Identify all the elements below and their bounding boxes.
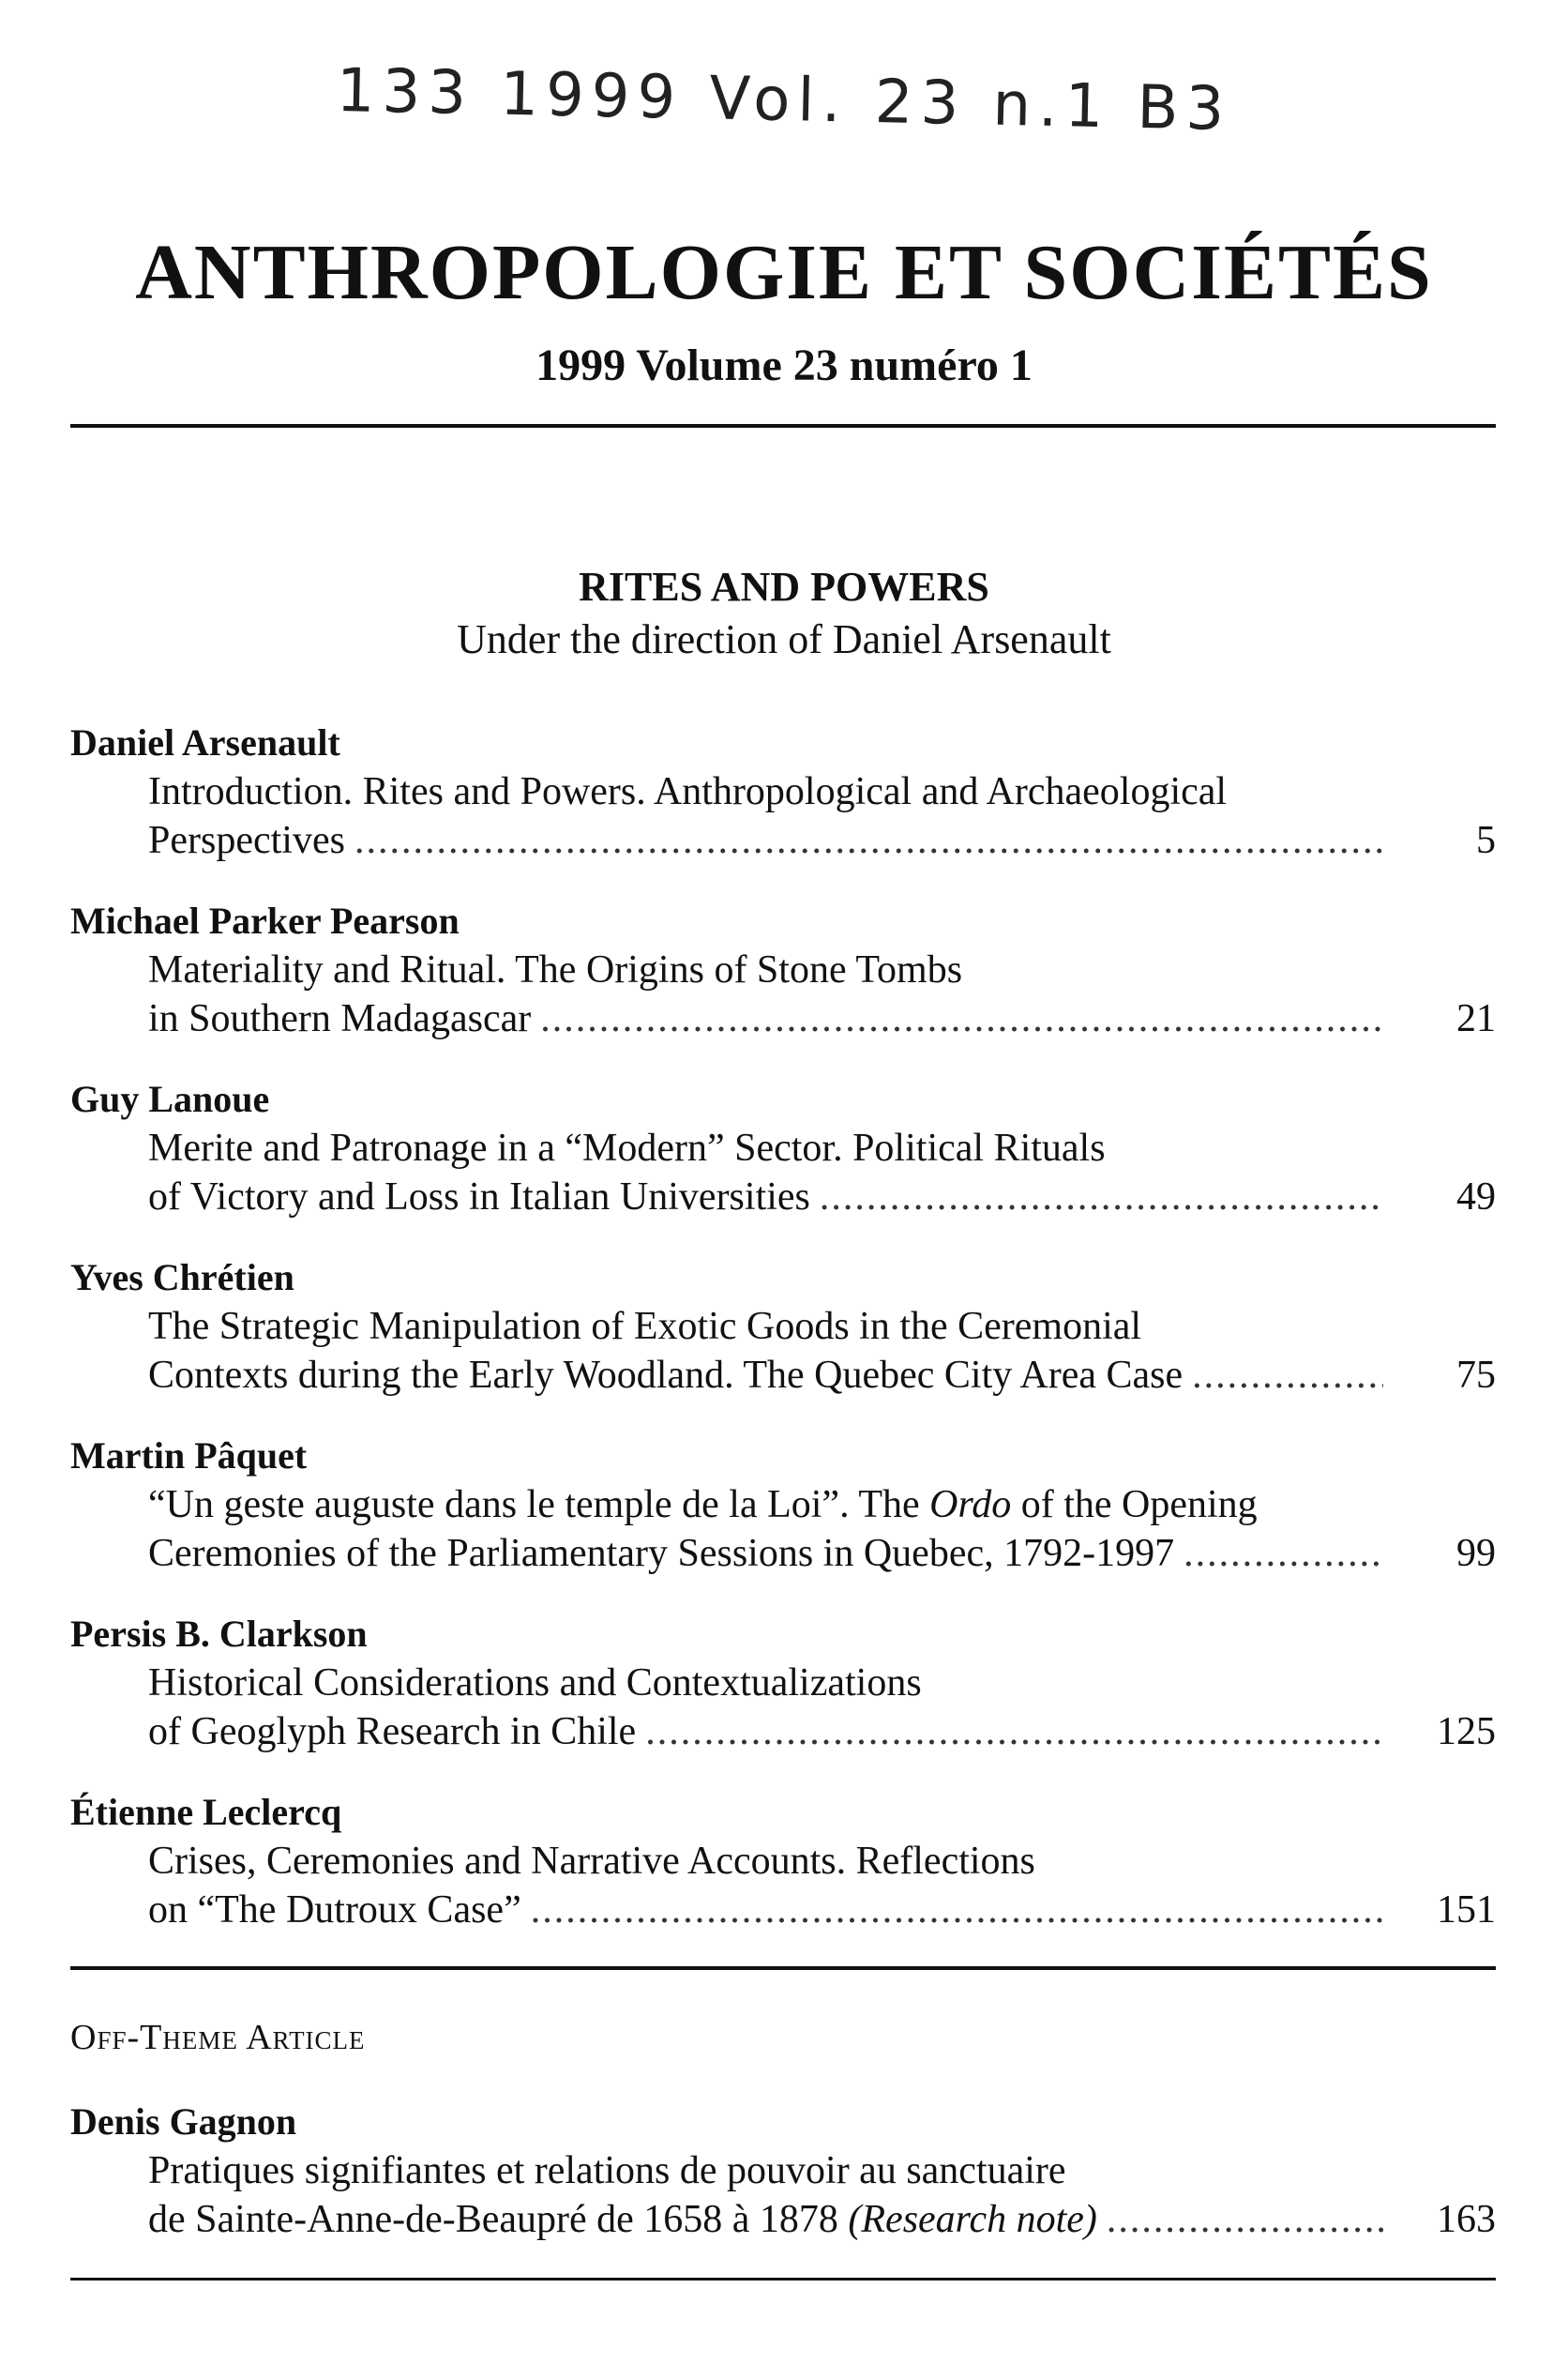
entry-title-line: Crises, Ceremonies and Narrative Accounts. Reflections — [148, 1840, 1035, 1883]
dot-leader — [1192, 1351, 1383, 1400]
entry-title-last-line — [148, 994, 1496, 1043]
entry-title-line: Introduction. Rites and Powers. Anthropological and Archaeological — [148, 770, 1228, 813]
entry-title-text: “Un geste auguste dans le temple de la Loi”. The — [148, 1483, 930, 1526]
entry-title-line: The Strategic Manipulation of Exotic Goods in the Ceremonial — [148, 1305, 1142, 1348]
top-rule — [70, 424, 1496, 428]
entry-author: Martin Pâquet — [70, 1434, 308, 1477]
journal-title: ANTHROPOLOGIE ET SOCIÉTÉS — [135, 229, 1433, 316]
dot-leader — [1184, 1529, 1383, 1578]
dot-leader — [354, 816, 1383, 865]
entry-title-last-line — [148, 2195, 1496, 2244]
entry-title-text — [148, 2195, 1097, 2244]
entry-title-text: of Victory and Loss in Italian Universities — [148, 1175, 810, 1219]
entry-title-last-line — [148, 1886, 1496, 1934]
dot-leader — [540, 994, 1383, 1043]
entry-title-line: Merite and Patronage in a “Modern” Sector. Political Rituals — [148, 1127, 1106, 1170]
entry-page-number: 99 — [1456, 1532, 1496, 1575]
toc-entry — [70, 897, 1496, 1043]
entry-title-text: of Geoglyph Research in Chile — [148, 1710, 637, 1753]
entry-title-line: Historical Considerations and Contextualizations — [148, 1661, 922, 1705]
entry-page-number: 125 — [1437, 1710, 1496, 1753]
research-note-tag: (Research note) — [848, 2198, 1097, 2241]
entry-title-line: Materiality and Ritual. The Origins of Stone Tombs — [148, 948, 963, 992]
off-theme-section-label: Off-Theme Article — [70, 2018, 366, 2057]
toc-entry — [70, 1610, 1496, 1756]
entry-title-line — [148, 1480, 1496, 1529]
entry-title-italic: Ordo — [929, 1483, 1012, 1526]
entry-title-last-line — [148, 1351, 1496, 1400]
entry-author: Guy Lanoue — [70, 1078, 270, 1120]
toc-entry — [70, 1075, 1496, 1221]
dot-leader — [645, 1707, 1383, 1756]
dot-leader — [1107, 2195, 1383, 2244]
entry-page-number: 151 — [1437, 1888, 1496, 1932]
entry-author: Yves Chrétien — [70, 1256, 294, 1298]
entry-author: Étienne Leclercq — [70, 1791, 342, 1833]
entry-title-text: on “The Dutroux Case” — [148, 1888, 521, 1932]
dot-leader — [531, 1886, 1383, 1934]
entry-page-number: 21 — [1456, 997, 1496, 1040]
entry-title-last-line — [148, 1529, 1496, 1578]
toc-entry — [70, 1253, 1496, 1400]
entry-title-text: of the Opening — [1011, 1483, 1258, 1526]
entry-title-text: in Southern Madagascar — [148, 997, 532, 1040]
bottom-rule — [70, 2278, 1496, 2281]
theme-title: RITES AND POWERS — [579, 564, 989, 610]
entry-page-number: 5 — [1476, 819, 1496, 862]
toc-entry — [70, 1432, 1496, 1578]
toc-entry — [70, 719, 1496, 865]
entry-title-text: de Sainte-Anne-de-Beaupré de 1658 à 1878 — [148, 2198, 838, 2241]
section-rule — [70, 1966, 1496, 1970]
entry-title-last-line — [148, 1173, 1496, 1221]
entry-title-text: Perspectives — [148, 819, 345, 862]
toc-entry-off-theme — [70, 2098, 1496, 2244]
entry-title-line: Pratiques signifiantes et relations de pouvoir au sanctuaire — [148, 2149, 1066, 2192]
entry-author: Denis Gagnon — [70, 2100, 297, 2143]
theme-subtitle: Under the direction of Daniel Arsenault — [457, 616, 1111, 662]
entry-title-text: Contexts during the Early Woodland. The Quebec City Area Case — [148, 1354, 1184, 1397]
entry-page-number: 163 — [1437, 2198, 1496, 2241]
entry-page-number: 49 — [1456, 1175, 1496, 1219]
entry-author: Michael Parker Pearson — [70, 900, 460, 942]
dot-leader — [820, 1173, 1383, 1221]
issue-line: 1999 Volume 23 numéro 1 — [535, 341, 1033, 390]
toc-entry — [70, 1788, 1496, 1934]
entry-title-text: Ceremonies of the Parliamentary Sessions in Quebec, 1792-1997 — [148, 1532, 1175, 1575]
entry-author: Persis B. Clarkson — [70, 1613, 368, 1655]
entry-title-last-line — [148, 816, 1496, 865]
entry-page-number: 75 — [1456, 1354, 1496, 1397]
entry-title-last-line — [148, 1707, 1496, 1756]
handwritten-shelf-note: 133 1999 Vol. 23 n.1 B3 — [336, 56, 1232, 144]
entry-author: Daniel Arsenault — [70, 721, 340, 764]
